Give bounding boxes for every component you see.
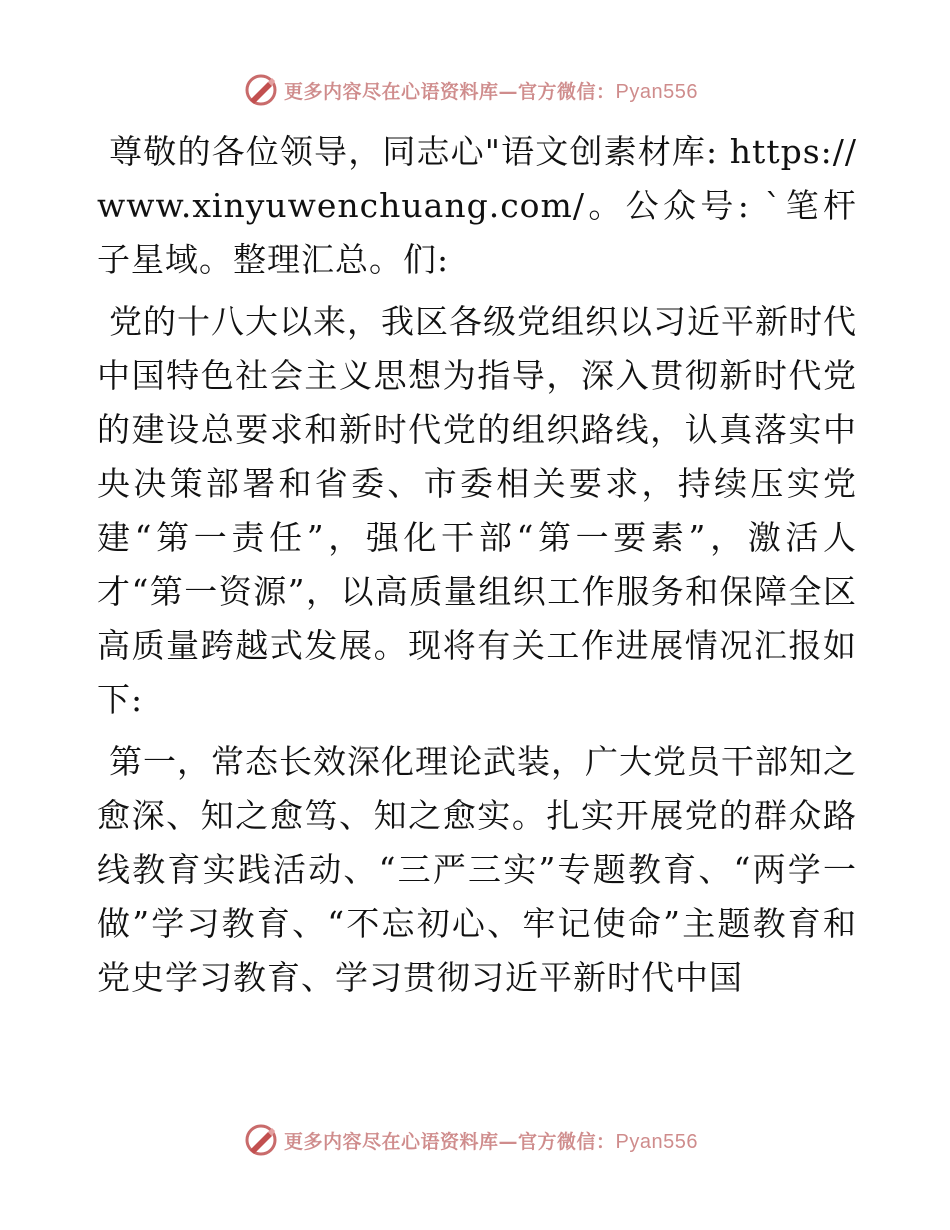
watermark-wechat-id: Pyan556: [615, 80, 698, 103]
watermark-wechat-id: Pyan556: [615, 1130, 698, 1153]
paragraph-intro: 党的十八大以来，我区各级党组织以习近平新时代中国特色社会主义思想为指导，深入贯彻新时代党的建设总要求和新时代党的组织路线，认真落实中央决策部署和省委、市委相关要求，持续压实党建“第一责任”，强化干部“第一要素”，激活人才“第一资源”，以高质量组织工作服务和保障全区高质量跨越式发展。现将有关工作进展情况汇报如下:: [97, 302, 857, 719]
pen-logo-icon: [244, 1123, 278, 1157]
paragraph-greeting: 尊敬的各位领导，同志心"语文创素材库: https://www.xinyuwenchuang.com/。公众号: `笔杆子星域。整理汇总。们:: [97, 132, 857, 279]
pen-logo-icon: [244, 73, 278, 107]
paragraph-first-point: 第一，常态长效深化理论武装，广大党员干部知之愈深、知之愈笃、知之愈实。扎实开展党的群众路线教育实践活动、“三严三实”专题教育、“两学一做”学习教育、“不忘初心、牢记使命”主题教育和党史学习教育、学习贯彻习近平新时代中国: [97, 742, 857, 997]
header-watermark: [0, 70, 950, 110]
watermark-text: 更多内容尽在心语资料库—官方微信：Pyan556: [284, 80, 698, 103]
document-body: [97, 125, 857, 1013]
footer-watermark: [0, 1120, 950, 1160]
watermark-text: 更多内容尽在心语资料库—官方微信：Pyan556: [284, 1130, 698, 1153]
